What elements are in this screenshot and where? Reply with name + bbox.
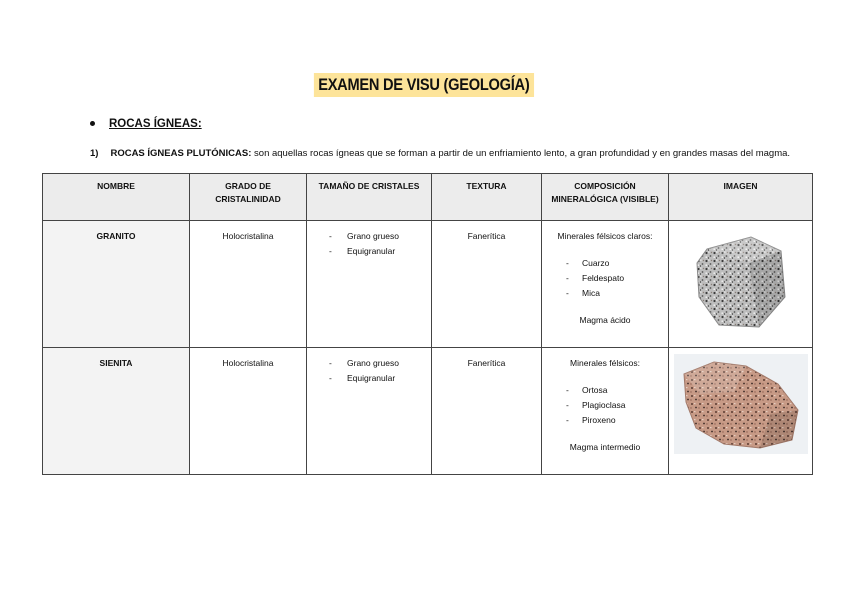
header-nombre: NOMBRE — [43, 174, 190, 221]
intro-paragraph — [90, 148, 790, 159]
cell-tamano — [307, 221, 432, 348]
table-row — [43, 221, 813, 348]
header-grado: GRADO DE CRISTALINIDAD — [190, 174, 307, 221]
cell-textura: Fanerítica — [432, 348, 542, 475]
table-header-row — [43, 174, 813, 221]
cell-tamano — [307, 348, 432, 475]
granite-rock-image — [689, 227, 793, 331]
rocks-table — [42, 173, 813, 475]
list-item: - Grano grueso — [333, 229, 425, 244]
cell-image — [669, 348, 813, 475]
composition-title: Minerales félsicos: — [570, 358, 640, 368]
page-title: EXAMEN DE VISU (GEOLOGÍA) — [314, 73, 534, 97]
table-row — [43, 348, 813, 475]
cell-name: SIENITA — [43, 348, 190, 475]
list-item: - Grano grueso — [333, 356, 425, 371]
mineral-item: - Ortosa — [566, 383, 662, 398]
mineral-item: - Feldespato — [566, 271, 662, 286]
intro-text: son aquellas rocas ígneas que se forman a partir de un enfriamiento lento, a gran profundidad y en grandes masas del magma. — [251, 148, 791, 159]
composition-title: Minerales félsicos claros: — [557, 231, 653, 241]
cell-textura: Fanerítica — [432, 221, 542, 348]
section-label: ROCAS ÍGNEAS: — [109, 118, 202, 130]
section-heading — [90, 118, 202, 130]
cell-name: GRANITO — [43, 221, 190, 348]
cell-grado: Holocristalina — [190, 348, 307, 475]
cell-image — [669, 221, 813, 348]
magma-type: Magma intermedio — [569, 442, 641, 452]
header-textura: TEXTURA — [432, 174, 542, 221]
header-imagen: IMAGEN — [669, 174, 813, 221]
header-tamano: TAMAÑO DE CRISTALES — [307, 174, 432, 221]
title-container — [0, 73, 848, 97]
bullet-icon — [90, 121, 95, 126]
list-item: - Equigranular — [333, 244, 425, 259]
header-composicion: COMPOSICIÓN MINERALÓGICA (VISIBLE) — [542, 174, 669, 221]
syenite-rock-image — [674, 354, 808, 454]
intro-heading: ROCAS ÍGNEAS PLUTÓNICAS: — [110, 148, 252, 159]
mineral-item: - Plagioclasa — [566, 398, 662, 413]
mineral-item: - Piroxeno — [566, 413, 662, 428]
cell-grado: Holocristalina — [190, 221, 307, 348]
cell-composicion — [542, 348, 669, 475]
magma-type: Magma ácido — [579, 315, 631, 325]
list-item: - Equigranular — [333, 371, 425, 386]
mineral-item: - Cuarzo — [566, 256, 662, 271]
cell-composicion — [542, 221, 669, 348]
mineral-item: - Mica — [566, 286, 662, 301]
intro-number: 1) — [90, 148, 99, 159]
